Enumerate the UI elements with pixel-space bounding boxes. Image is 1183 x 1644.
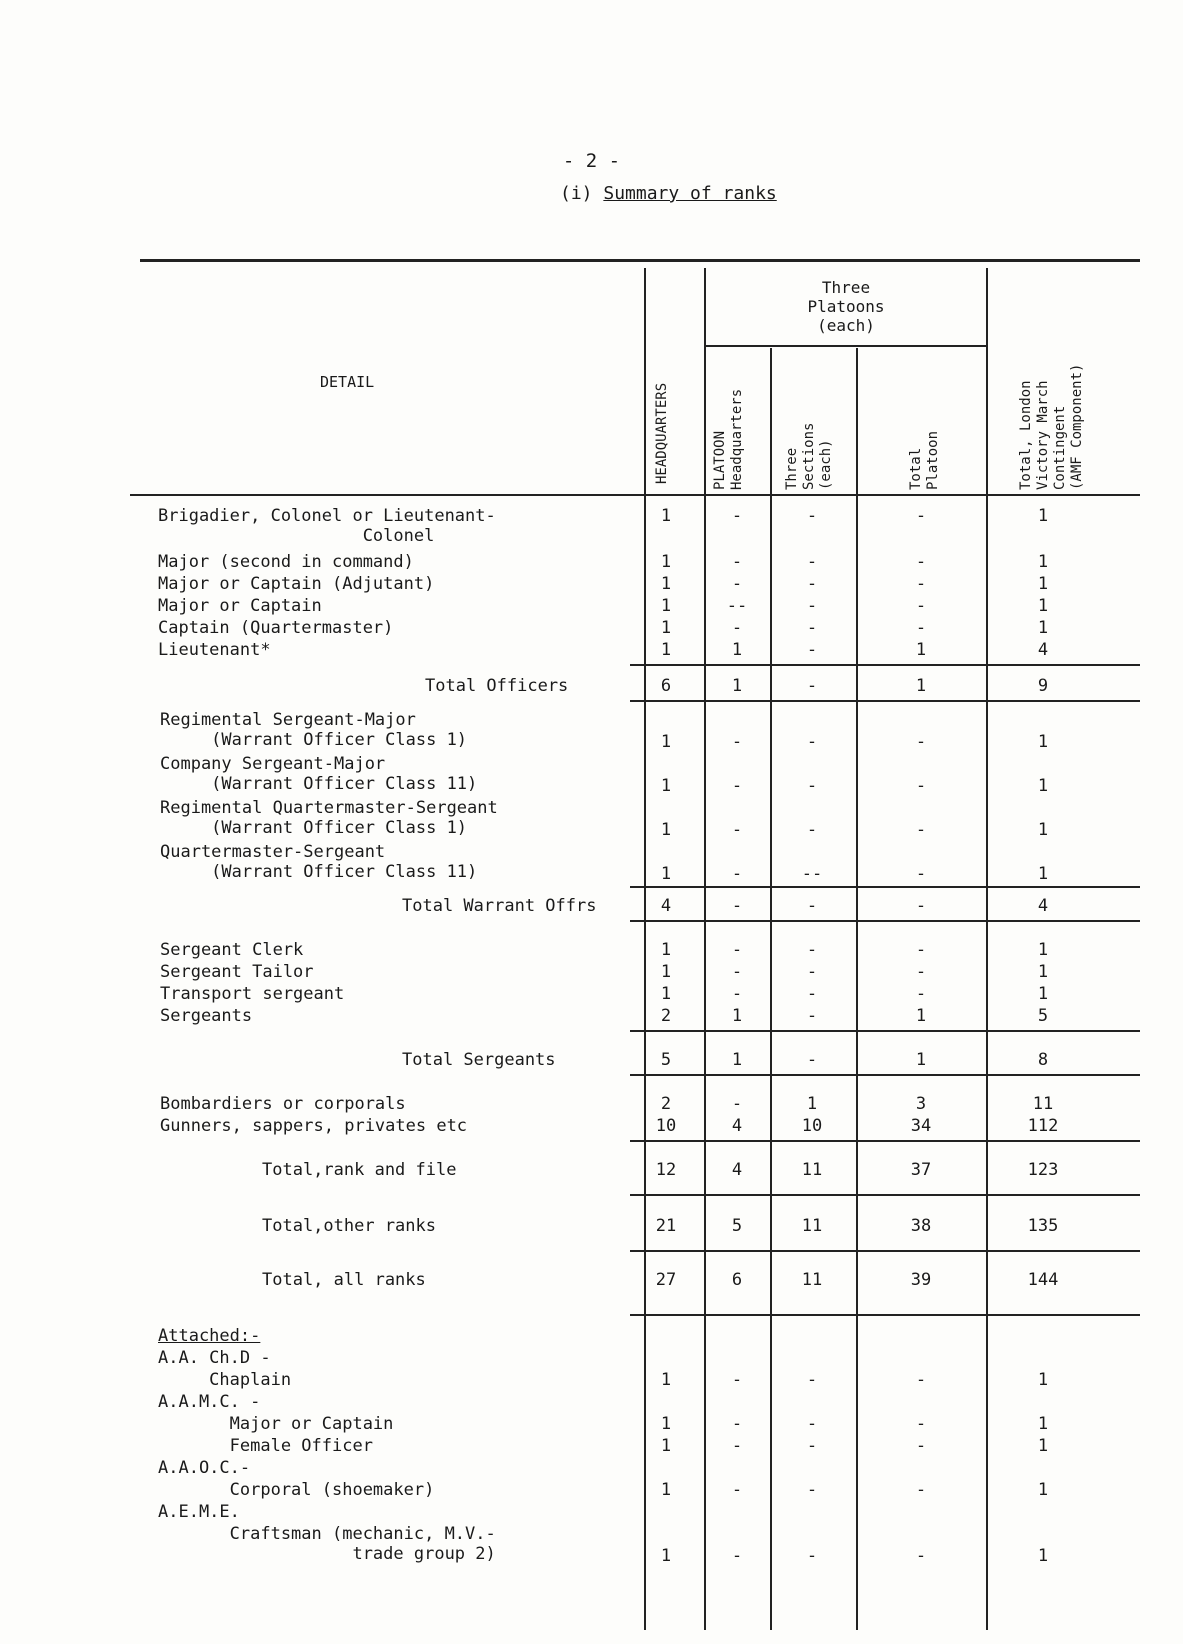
header-platoon-hq: PLATOON Headquarters [712, 388, 745, 490]
cell-hq: 1 [660, 1370, 672, 1390]
cell-total-contingent: 1 [1037, 596, 1049, 616]
cell-hq: 1 [660, 506, 672, 526]
cell-total-platoon: 1 [915, 1050, 927, 1070]
cell-total-contingent: 1 [1037, 732, 1049, 752]
cell-total-platoon: 1 [915, 1006, 927, 1026]
total-all-ranks-label: Total, all ranks [262, 1270, 426, 1290]
cell-sections: - [806, 984, 818, 1004]
cell-platoon-hq: - [731, 984, 743, 1004]
cell-hq: 1 [660, 574, 672, 594]
cell-total-contingent: 1 [1037, 574, 1049, 594]
cell-platoon-hq: - [731, 732, 743, 752]
title-text: Summary of ranks [603, 183, 777, 204]
cell-total-platoon: - [915, 506, 927, 526]
header-bottom-rule [130, 494, 1140, 496]
platoons-group-rule [706, 345, 988, 347]
cell-hq: 4 [660, 896, 672, 916]
attached-row-label: Female Officer [158, 1436, 373, 1456]
cell-total-contingent: 5 [1037, 1006, 1049, 1026]
cell-sections: 10 [801, 1116, 823, 1136]
officer-row-label: Major or Captain (Adjutant) [158, 574, 435, 594]
cell-platoon-hq: - [731, 864, 743, 884]
row-rule [630, 886, 1140, 888]
cell-sections: - [806, 618, 818, 638]
cell-sections: - [806, 1050, 818, 1070]
total-warrant-label: Total Warrant Offrs [402, 896, 597, 916]
cell-total-platoon: - [915, 552, 927, 572]
cell-platoon-hq: - [731, 1480, 743, 1500]
cell-total-contingent: 1 [1037, 1436, 1049, 1456]
cell-total-platoon: - [915, 596, 927, 616]
cell-total-contingent: 123 [1027, 1160, 1059, 1180]
cell-total-contingent: 1 [1037, 1480, 1049, 1500]
cell-platoon-hq: 4 [731, 1160, 743, 1180]
cell-total-contingent: 1 [1037, 984, 1049, 1004]
officer-row-label: Lieutenant* [158, 640, 271, 660]
cell-total-contingent: 1 [1037, 962, 1049, 982]
attached-row-label: A.A. Ch.D - [158, 1348, 271, 1368]
page-number: - 2 - [562, 150, 621, 172]
title-prefix: (i) [560, 183, 593, 204]
total-officers-label: Total Officers [425, 676, 569, 696]
cell-platoon-hq: 5 [731, 1216, 743, 1236]
sergeant-row-label: Sergeants [160, 1006, 253, 1026]
cell-total-platoon: - [915, 940, 927, 960]
row-rule [630, 700, 1140, 702]
cell-total-platoon: - [915, 984, 927, 1004]
header-detail: DETAIL [320, 373, 375, 391]
cell-total-contingent: 1 [1037, 820, 1049, 840]
cell-hq: 1 [660, 1414, 672, 1434]
attached-heading: Attached:- [158, 1326, 261, 1346]
cell-sections: - [806, 1006, 818, 1026]
cell-total-contingent: 1 [1037, 940, 1049, 960]
cell-hq: 1 [660, 596, 672, 616]
row-rule [630, 664, 1140, 666]
cell-platoon-hq: 1 [731, 676, 743, 696]
cell-sections: - [806, 776, 818, 796]
cell-hq: 1 [660, 732, 672, 752]
cell-total-platoon: - [915, 864, 927, 884]
cell-total-contingent: 1 [1037, 506, 1049, 526]
cell-sections: - [806, 820, 818, 840]
warrant-row-label: Quartermaster-Sergeant (Warrant Officer Class 11) [160, 842, 478, 882]
cell-total-contingent: 1 [1037, 1370, 1049, 1390]
header-three-platoons: Three Platoons (each) [807, 278, 885, 335]
attached-row-label: Craftsman (mechanic, M.V.- trade group 2) [229, 1524, 496, 1564]
cell-hq: 12 [655, 1160, 677, 1180]
attached-row-label: Chaplain [158, 1370, 292, 1390]
cell-platoon-hq: -- [726, 596, 748, 616]
cell-sections: - [806, 962, 818, 982]
cell-total-platoon: 1 [915, 676, 927, 696]
cell-sections: - [806, 1480, 818, 1500]
cell-platoon-hq: 1 [731, 1006, 743, 1026]
cell-total-platoon: - [915, 574, 927, 594]
cell-total-platoon: 37 [910, 1160, 932, 1180]
cell-platoon-hq: - [731, 940, 743, 960]
cell-hq: 1 [660, 640, 672, 660]
cell-total-contingent: 1 [1037, 864, 1049, 884]
cell-total-contingent: 4 [1037, 896, 1049, 916]
cell-sections: 11 [801, 1160, 823, 1180]
cell-platoon-hq: - [731, 1370, 743, 1390]
cell-sections: - [806, 506, 818, 526]
cell-hq: 1 [660, 984, 672, 1004]
cell-sections: - [806, 1370, 818, 1390]
row-rule [630, 920, 1140, 922]
header-headquarters: HEADQUARTERS [654, 382, 670, 484]
total-rank-file-label: Total,rank and file [262, 1160, 457, 1180]
cell-total-contingent: 1 [1037, 552, 1049, 572]
officer-row-label: Major (second in command) [158, 552, 414, 572]
sergeant-row-label: Transport sergeant [160, 984, 345, 1004]
cell-total-platoon: 1 [915, 640, 927, 660]
attached-row-label: A.A.O.C.- [158, 1458, 251, 1478]
cell-platoon-hq: - [731, 896, 743, 916]
cell-hq: 2 [660, 1094, 672, 1114]
cell-sections: - [806, 732, 818, 752]
cell-sections: -- [801, 864, 823, 884]
cell-total-contingent: 135 [1027, 1216, 1059, 1236]
row-rule [630, 1194, 1140, 1196]
cell-platoon-hq: - [731, 1436, 743, 1456]
officer-row-label: Major or Captain [158, 596, 322, 616]
cell-total-platoon: - [915, 618, 927, 638]
cell-platoon-hq: - [731, 1094, 743, 1114]
cell-sections: - [806, 1436, 818, 1456]
cell-total-platoon: 3 [915, 1094, 927, 1114]
cell-platoon-hq: - [731, 776, 743, 796]
cell-hq: 1 [660, 962, 672, 982]
cell-sections: - [806, 896, 818, 916]
cell-total-platoon: - [915, 896, 927, 916]
officer-row-label: Brigadier, Colonel or Lieutenant- Colonel [158, 506, 496, 546]
cell-platoon-hq: - [731, 506, 743, 526]
cell-hq: 1 [660, 940, 672, 960]
cell-total-platoon: 34 [910, 1116, 932, 1136]
cell-sections: - [806, 552, 818, 572]
row-rule [630, 1140, 1140, 1142]
table-top-rule [140, 259, 1140, 262]
cell-hq: 5 [660, 1050, 672, 1070]
cell-hq: 1 [660, 552, 672, 572]
cell-total-platoon: - [915, 732, 927, 752]
cell-platoon-hq: - [731, 618, 743, 638]
rank-file-row-label: Gunners, sappers, privates etc [160, 1116, 468, 1136]
cell-total-platoon: 38 [910, 1216, 932, 1236]
cell-platoon-hq: - [731, 820, 743, 840]
cell-platoon-hq: 4 [731, 1116, 743, 1136]
cell-platoon-hq: - [731, 1546, 743, 1566]
cell-sections: 11 [801, 1270, 823, 1290]
cell-total-platoon: - [915, 776, 927, 796]
cell-hq: 21 [655, 1216, 677, 1236]
cell-sections: - [806, 596, 818, 616]
cell-hq: 1 [660, 618, 672, 638]
header-three-sections: Three Sections (each) [784, 422, 834, 490]
cell-total-platoon: 39 [910, 1270, 932, 1290]
warrant-row-label: Company Sergeant-Major (Warrant Officer Class 11) [160, 754, 478, 794]
cell-sections: - [806, 940, 818, 960]
cell-hq: 1 [660, 776, 672, 796]
cell-total-contingent: 112 [1027, 1116, 1059, 1136]
cell-total-platoon: - [915, 962, 927, 982]
cell-hq: 1 [660, 1436, 672, 1456]
cell-platoon-hq: - [731, 1414, 743, 1434]
header-total-platoon: Total Platoon [908, 430, 941, 490]
cell-total-platoon: - [915, 1436, 927, 1456]
cell-total-platoon: - [915, 820, 927, 840]
cell-sections: - [806, 676, 818, 696]
cell-hq: 1 [660, 1480, 672, 1500]
cell-hq: 10 [655, 1116, 677, 1136]
total-sergeants-label: Total Sergeants [402, 1050, 556, 1070]
cell-sections: - [806, 574, 818, 594]
row-rule [630, 1250, 1140, 1252]
row-rule [630, 1314, 1140, 1316]
cell-total-contingent: 1 [1037, 1546, 1049, 1566]
cell-total-contingent: 1 [1037, 1414, 1049, 1434]
sergeant-row-label: Sergeant Tailor [160, 962, 314, 982]
rank-file-row-label: Bombardiers or corporals [160, 1094, 406, 1114]
cell-hq: 1 [660, 864, 672, 884]
cell-platoon-hq: 1 [731, 1050, 743, 1070]
cell-hq: 2 [660, 1006, 672, 1026]
cell-total-platoon: - [915, 1480, 927, 1500]
cell-hq: 6 [660, 676, 672, 696]
header-total-contingent: Total, London Victory March Contingent (AMF Component) [1018, 363, 1085, 490]
sergeant-row-label: Sergeant Clerk [160, 940, 304, 960]
cell-total-contingent: 9 [1037, 676, 1049, 696]
cell-total-contingent: 1 [1037, 618, 1049, 638]
cell-platoon-hq: - [731, 962, 743, 982]
cell-total-contingent: 144 [1027, 1270, 1059, 1290]
cell-total-contingent: 11 [1032, 1094, 1054, 1114]
cell-platoon-hq: - [731, 574, 743, 594]
officer-row-label: Captain (Quartermaster) [158, 618, 394, 638]
cell-total-contingent: 4 [1037, 640, 1049, 660]
cell-sections: 1 [806, 1094, 818, 1114]
cell-total-contingent: 8 [1037, 1050, 1049, 1070]
row-rule [630, 1074, 1140, 1076]
cell-sections: - [806, 1414, 818, 1434]
cell-hq: 27 [655, 1270, 677, 1290]
total-other-ranks-label: Total,other ranks [262, 1216, 436, 1236]
attached-row-label: A.E.M.E. [158, 1502, 240, 1522]
cell-sections: - [806, 1546, 818, 1566]
page-title [560, 183, 777, 204]
cell-hq: 1 [660, 820, 672, 840]
attached-row-label: A.A.M.C. - [158, 1392, 261, 1412]
attached-row-label: Corporal (shoemaker) [158, 1480, 435, 1500]
attached-row-label: Major or Captain [158, 1414, 394, 1434]
cell-hq: 1 [660, 1546, 672, 1566]
cell-platoon-hq: - [731, 552, 743, 572]
cell-total-platoon: - [915, 1370, 927, 1390]
cell-total-platoon: - [915, 1546, 927, 1566]
row-rule [630, 1030, 1140, 1032]
cell-sections: - [806, 640, 818, 660]
cell-platoon-hq: 1 [731, 640, 743, 660]
cell-total-contingent: 1 [1037, 776, 1049, 796]
warrant-row-label: Regimental Sergeant-Major (Warrant Officer Class 1) [160, 710, 468, 750]
warrant-row-label: Regimental Quartermaster-Sergeant (Warrant Officer Class 1) [160, 798, 498, 838]
cell-total-platoon: - [915, 1414, 927, 1434]
cell-platoon-hq: 6 [731, 1270, 743, 1290]
cell-sections: 11 [801, 1216, 823, 1236]
